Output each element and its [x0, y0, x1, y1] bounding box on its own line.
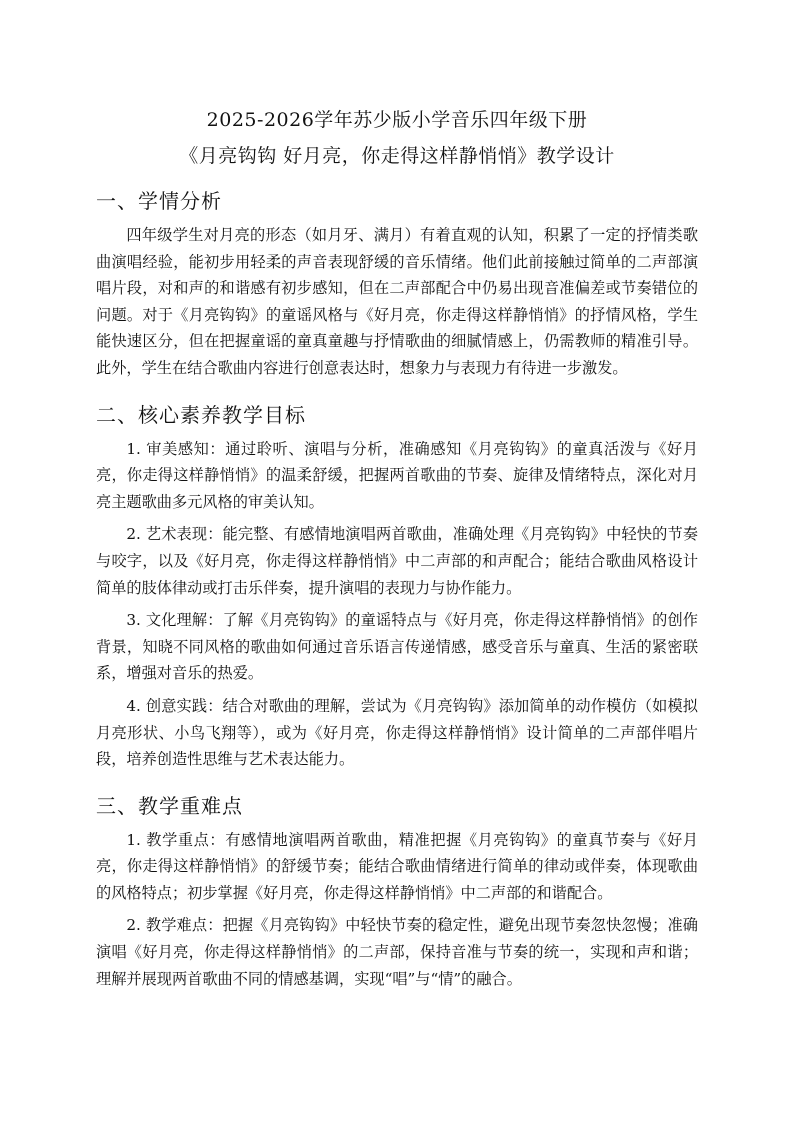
title-line-2: 《月亮钩钩 好月亮，你走得这样静悄悄》教学设计 — [179, 145, 615, 167]
section-core-objectives — [96, 400, 698, 773]
list-item: 3. 文化理解：了解《月亮钩钩》的童谣特点与《好月亮，你走得这样静悄悄》的创作背景，知晓不同风格的歌曲如何通过音乐语言传递情感，感受音乐与童真、生活的紧密联系，增强对音乐的热爱。 — [96, 611, 698, 683]
list-item: 2. 艺术表现：能完整、有感情地演唱两首歌曲，准确处理《月亮钩钩》中轻快的节奏与咬字，以及《好月亮，你走得这样静悄悄》中二声部的和声配合；能结合歌曲风格设计简单的肢体律动或打击乐伴奏，提升演唱的表现力与协作能力。 — [96, 525, 698, 597]
list-item: 1. 教学重点：有感情地演唱两首歌曲，精准把握《月亮钩钩》的童真节奏与《好月亮，你走得这样静悄悄》的舒缓节奏；能结合歌曲情绪进行简单的律动或伴奏，体现歌曲的风格特点；初步掌握《好月亮，你走得这样静悄悄》中二声部的和谐配合。 — [96, 830, 698, 902]
paragraph: 四年级学生对月亮的形态（如月牙、满月）有着直观的认知，积累了一定的抒情类歌曲演唱经验，能初步用轻柔的声音表现舒缓的音乐情绪。他们此前接触过简单的二声部演唱片段，对和声的和谐感有初步感知，但在二声部配合中仍易出现音准偏差或节奏错位的问题。对于《月亮钩钩》的童谣风格与《好月亮，你走得这样静悄悄》的抒情风格，学生能快速区分，但在把握童谣的童真童趣与抒情歌曲的细腻情感上，仍需教师的精准引导。此外，学生在结合歌曲内容进行创意表达时，想象力与表现力有待进一步激发。 — [96, 226, 698, 377]
list-item: 1. 审美感知：通过聆听、演唱与分析，准确感知《月亮钩钩》的童真活泼与《好月亮，你走得这样静悄悄》的温柔舒缓，把握两首歌曲的节奏、旋律及情绪特点，深化对月亮主题歌曲多元风格的审美认知。 — [96, 439, 698, 511]
section-learner-analysis — [96, 186, 698, 382]
title-line-1: 2025-2026学年苏少版小学音乐四年级下册 — [206, 109, 588, 131]
list-item: 2. 教学难点：把握《月亮钩钩》中轻快节奏的稳定性，避免出现节奏忽快忽慢；准确演唱《好月亮，你走得这样静悄悄》的二声部，保持音准与节奏的统一，实现和声和谐；理解并展现两首歌曲不同的情感基调，实现“唱”与“情”的融合。 — [96, 916, 698, 988]
section-heading: 三、教学重难点 — [96, 793, 243, 818]
list-item: 4. 创意实践：结合对歌曲的理解，尝试为《月亮钩钩》添加简单的动作模仿（如模拟月亮形状、小鸟飞翔等），或为《好月亮，你走得这样静悄悄》设计简单的二声部伴唱片段，培养创造性思维与艺术表达能力。 — [96, 696, 698, 769]
section-key-points — [96, 791, 698, 993]
document-title — [96, 102, 698, 174]
section-heading: 二、核心素养教学目标 — [96, 402, 306, 427]
section-heading: 一、学情分析 — [96, 189, 222, 213]
